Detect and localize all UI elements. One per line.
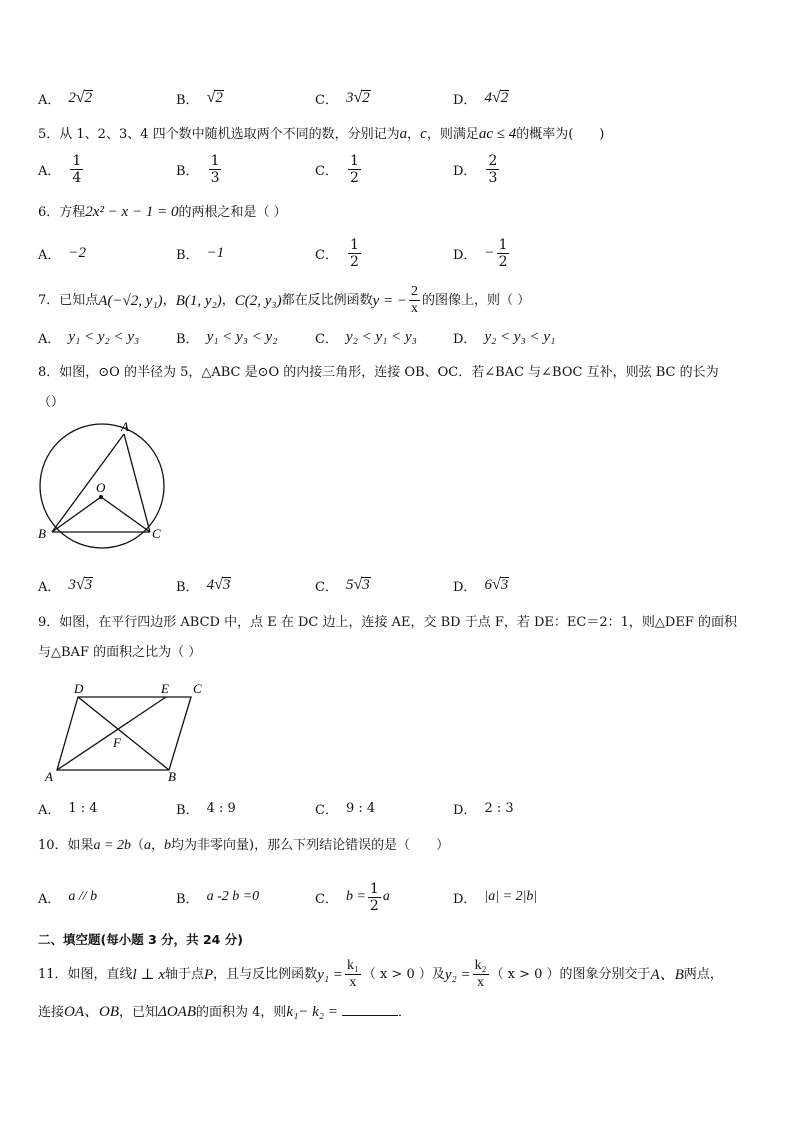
option-rhs: a — [382, 889, 390, 904]
option-value: y₁ < y₂ < y₃ — [68, 328, 140, 345]
fraction — [486, 153, 499, 186]
q6-stem — [38, 201, 287, 224]
parallelogram-figure — [40, 680, 220, 785]
option-value: y₂ < y₃ < y₁ — [484, 328, 556, 345]
q8-stem-line2: （） — [38, 395, 65, 410]
point-b: B(1, y₂) — [175, 292, 222, 309]
q7-stem-a: 7．已知点 — [38, 292, 99, 308]
k1-fraction — [345, 958, 361, 991]
numerator: k₂ — [474, 958, 487, 973]
option-coef: 4 — [206, 576, 215, 593]
q10-stem-a: 10．如果 — [38, 838, 94, 853]
option-letter: C． — [315, 802, 338, 818]
label-d: D — [74, 681, 84, 696]
fraction — [348, 153, 361, 186]
denominator: 4 — [72, 169, 82, 186]
q5-stem — [38, 123, 604, 146]
denominator: 3 — [488, 169, 498, 186]
option-coef: 3 — [68, 576, 76, 593]
q8-stem-line1: 8．如图，⊙O 的半径为 5，△ABC 是⊙O 的内接三角形，连接 OB、OC．若∠BAC 与∠BOC 互补，则弦 BC 的长为 — [38, 365, 719, 380]
option-sign: − — [484, 244, 495, 261]
denominator: 2 — [369, 897, 379, 914]
separator: ， — [162, 292, 176, 308]
option-letter: C． — [315, 92, 338, 108]
q5-option-d[interactable] — [453, 149, 501, 189]
separator: ， — [221, 292, 235, 308]
option-coef: 4 — [484, 89, 492, 106]
option-radicand: 3 — [500, 577, 509, 593]
q9-option-b[interactable] — [176, 788, 236, 828]
numerator: 2 — [411, 284, 419, 299]
q8-option-a[interactable] — [38, 565, 93, 605]
option-letter: A． — [38, 247, 61, 263]
option-value: a -2 b =0 — [206, 889, 260, 904]
perp-expr: l ⊥ x — [132, 966, 165, 983]
option-value: |a| = 2|b| — [484, 889, 538, 904]
q10-option-d[interactable] — [453, 877, 537, 917]
point-p: P — [204, 966, 214, 983]
y1-lhs: y₁ = — [317, 966, 343, 983]
option-radicand: 3 — [362, 577, 370, 593]
label-o: O — [96, 480, 106, 495]
q9-option-d[interactable] — [453, 788, 514, 828]
center-dot — [99, 495, 103, 499]
option-coef: 5 — [345, 576, 354, 593]
option-letter: D． — [453, 802, 477, 818]
q11-stem-b: 轴于点 — [164, 966, 204, 982]
q7-option-a[interactable] — [38, 317, 139, 357]
vector-b: b — [164, 838, 172, 853]
q4-option-b[interactable] — [176, 78, 224, 118]
segment-ab — [52, 434, 124, 532]
q7-option-c[interactable] — [315, 317, 417, 357]
segment-bd — [78, 697, 169, 770]
q6-stem-b: 的两根之和是（ ） — [178, 205, 287, 220]
option-value: −2 — [68, 244, 87, 261]
option-radicand: 3 — [84, 577, 93, 593]
numerator: 1 — [349, 152, 359, 169]
separator: ， — [151, 838, 165, 853]
option-letter: B． — [176, 579, 199, 595]
option-letter: D． — [453, 92, 477, 108]
option-value: a // b — [68, 889, 98, 904]
answer-blank[interactable] — [342, 1001, 398, 1016]
q5-stem-b: ，则满足 — [426, 127, 479, 142]
option-letter: C． — [315, 579, 338, 595]
option-coef: 2 — [68, 89, 76, 106]
option-value: y₂ < y₁ < y₃ — [345, 328, 417, 345]
option-letter: A． — [38, 891, 61, 907]
option-letter: D． — [453, 891, 477, 907]
segment-ac — [124, 434, 150, 532]
q11-stem-a: 11．如图，直线 — [38, 966, 133, 982]
q6-stem-a: 6．方程 — [38, 205, 86, 220]
vector-equation: a = 2b — [93, 838, 131, 853]
option-letter: B． — [176, 331, 199, 347]
option-radicand: 2 — [215, 90, 223, 106]
denominator: 2 — [498, 253, 508, 270]
q6-option-d[interactable] — [453, 233, 511, 273]
q9-option-a[interactable] — [38, 788, 98, 828]
option-radicand: 2 — [84, 90, 93, 106]
numerator: 1 — [369, 880, 379, 897]
k2-fraction — [473, 958, 489, 991]
option-letter: D． — [453, 163, 477, 179]
numerator: 1 — [498, 236, 508, 253]
denominator: x — [411, 301, 419, 316]
q8-option-b[interactable] — [176, 565, 231, 605]
q7-stem — [38, 284, 530, 317]
numerator: 1 — [210, 152, 220, 169]
q10-option-b[interactable] — [176, 877, 259, 917]
numerator: 2 — [488, 152, 498, 169]
segment-ob — [52, 497, 101, 532]
denominator: 2 — [349, 169, 359, 186]
radical-sign: √ — [214, 576, 223, 593]
radical-sign: √ — [75, 89, 85, 106]
q11-line2-b: ，已知 — [119, 1005, 159, 1020]
q7-option-d[interactable] — [453, 317, 555, 357]
option-letter: A． — [38, 92, 61, 108]
option-letter: A． — [38, 802, 61, 818]
q7-option-b[interactable] — [176, 317, 277, 357]
option-letter: C． — [315, 891, 338, 907]
option-letter: C． — [315, 331, 338, 347]
option-letter: B． — [176, 92, 199, 108]
option-letter: A． — [38, 163, 61, 179]
option-coef: 6 — [484, 576, 492, 593]
q10-stem-b: （ — [131, 838, 145, 853]
label-b: B — [168, 769, 176, 784]
radical-sign: √ — [206, 89, 216, 106]
q10-stem — [38, 835, 449, 857]
y2-lhs: y₂ = — [444, 966, 471, 983]
option-value: 1 : 4 — [68, 800, 98, 816]
option-value: −1 — [206, 244, 225, 261]
denominator: x — [477, 975, 485, 990]
q4-option-d[interactable] — [453, 78, 509, 118]
q11-end: ． — [398, 1005, 412, 1020]
option-letter: B． — [176, 163, 199, 179]
numerator: 1 — [72, 152, 82, 169]
option-letter: B． — [176, 891, 199, 907]
q5-option-a[interactable] — [38, 149, 85, 189]
numerator: 1 — [349, 236, 359, 253]
denominator: 2 — [349, 253, 359, 270]
fraction — [368, 881, 381, 914]
option-letter: A． — [38, 331, 61, 347]
q6-option-b[interactable] — [176, 233, 224, 273]
q11-line2 — [38, 1001, 411, 1024]
radical-sign: √ — [353, 576, 363, 593]
q6-option-a[interactable] — [38, 233, 86, 273]
option-radicand: 2 — [500, 90, 509, 106]
condition-2: （ x > 0 ）的图象分别交于 — [490, 966, 651, 982]
k-expression: k₁− k₂ = — [286, 1004, 338, 1020]
option-letter: C． — [315, 247, 338, 263]
option-lhs: b = — [345, 889, 366, 904]
numerator: k₁ — [346, 958, 359, 973]
q9-option-c[interactable] — [315, 788, 375, 828]
label-a: A — [45, 769, 53, 784]
condition-1: （ x > 0 ）及 — [362, 966, 445, 982]
label-c: C — [152, 526, 161, 541]
q10-stem-c: 均为非零向量)，那么下列结论错误的是（ ） — [171, 838, 450, 853]
label-e: E — [161, 681, 169, 696]
option-coef: 3 — [345, 89, 354, 106]
option-letter: D． — [453, 579, 477, 595]
q8-option-d[interactable] — [453, 565, 509, 605]
vector-a: a — [144, 838, 152, 853]
option-radicand: 3 — [222, 577, 231, 593]
point-a: A(−√2, y₁) — [98, 292, 163, 309]
condition: ac ≤ 4 — [478, 126, 517, 142]
option-radicand: 2 — [362, 90, 370, 106]
q11-line1 — [38, 958, 723, 991]
label-b: B — [38, 526, 46, 541]
radical-sign: √ — [75, 576, 85, 593]
option-letter: B． — [176, 247, 199, 263]
label-c: C — [193, 681, 202, 696]
option-letter: D． — [453, 247, 477, 263]
fraction — [497, 237, 510, 270]
q5-option-b[interactable] — [176, 149, 223, 189]
option-value: 2 : 3 — [484, 800, 514, 816]
radical-sign: √ — [491, 576, 501, 593]
q5-stem-a: 5．从 1、2、3、4 四个数中随机选取两个不同的数，分别记为 — [38, 127, 400, 142]
q11-stem-d: 两点， — [683, 966, 723, 982]
q6-option-c[interactable] — [315, 233, 363, 273]
q11-line2-a: 连接 — [38, 1005, 65, 1020]
segments-oa-ob: OA、OB — [64, 1004, 120, 1020]
q7-stem-b: 都在反比例函数 — [281, 292, 373, 308]
q5-option-c[interactable] — [315, 149, 363, 189]
option-value: y₁ < y₃ < y₂ — [206, 328, 278, 345]
q5-stem-c: 的概率为( ) — [516, 127, 605, 142]
q9-stem-line1: 9．如图，在平行四边形 ABCD 中，点 E 在 DC 边上，连接 AE，交 BD 于点 F，若 DE：EC＝2：1，则△DEF 的面积 — [38, 615, 737, 630]
equation: 2x² − x − 1 = 0 — [85, 204, 179, 220]
radical-sign: √ — [353, 89, 363, 106]
point-c: C(2, y₃) — [234, 292, 282, 309]
segment-ae — [57, 697, 166, 770]
section-heading: 二、填空题(每小题 3 分，共 24 分) — [38, 932, 243, 947]
option-value: 4 : 9 — [206, 800, 236, 816]
var-c: c — [420, 126, 427, 142]
option-letter: B． — [176, 802, 199, 818]
q11-line2-c: 的面积为 4，则 — [196, 1005, 287, 1020]
points-ab: A、B — [650, 966, 684, 983]
triangle-oab: ΔOAB — [158, 1004, 196, 1020]
separator: ， — [407, 127, 421, 142]
fraction — [348, 237, 361, 270]
function-fraction — [409, 284, 420, 317]
circle-figure — [30, 418, 180, 553]
fraction — [70, 153, 83, 186]
var-a: a — [399, 126, 408, 142]
q8-option-c[interactable] — [315, 565, 371, 605]
q4-option-a[interactable] — [38, 78, 93, 118]
label-a: A — [121, 419, 129, 434]
denominator: x — [349, 975, 357, 990]
q10-option-c[interactable] — [315, 877, 390, 917]
option-letter: A． — [38, 579, 61, 595]
radical-sign: √ — [491, 89, 501, 106]
function-lhs: y = − — [372, 292, 408, 309]
option-value: 9 : 4 — [345, 800, 376, 816]
option-letter: C． — [315, 163, 338, 179]
q11-stem-c: ，且与反比例函数 — [213, 966, 318, 982]
fraction — [209, 153, 222, 186]
q4-option-c[interactable] — [315, 78, 371, 118]
q10-option-a[interactable] — [38, 877, 97, 917]
q9-stem-line2: 与△BAF 的面积之比为（ ） — [38, 645, 202, 660]
denominator: 3 — [210, 169, 220, 186]
q7-stem-c: 的图像上，则（ ） — [422, 292, 531, 308]
label-f: F — [113, 735, 121, 750]
option-letter: D． — [453, 331, 477, 347]
